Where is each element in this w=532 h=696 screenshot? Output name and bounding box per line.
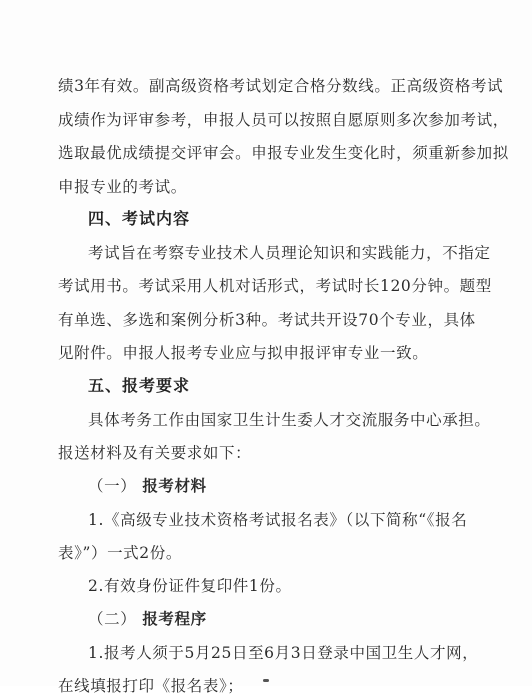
text-line: 考试旨在考察专业技术人员理论知识和实践能力，不指定: [88, 244, 491, 262]
text-line: 2.有效身份证件复印件1份。: [88, 577, 292, 595]
text-line: 绩3年有效。副高级资格考试划定合格分数线。正高级资格考试: [58, 77, 504, 95]
subsection-title: 报考材料: [142, 477, 207, 495]
subsection-number: （二）: [88, 610, 137, 628]
text-line: 在线填报打印《报名表》；: [58, 677, 244, 695]
text-line: 见附件。申报人报考专业应与拟申报评审专业一致。: [58, 344, 429, 362]
text-line: 具体考务工作由国家卫生计生委人才交流服务中心承担。: [88, 411, 491, 429]
text-line: 申报专业的考试。: [58, 178, 187, 196]
section-heading: 四、考试内容: [88, 209, 191, 228]
text-line: 选取最优成绩提交评审会。申报专业发生变化时，须重新参加拟: [58, 144, 509, 162]
subsection-heading: [88, 476, 207, 496]
text-line: 考试用书。考试采用人机对话形式，考试时长120分钟。题型: [58, 277, 492, 295]
text-line: 1.报考人须于5月25日至6月3日登录中国卫生人才网，: [88, 644, 479, 662]
text-line: 成绩作为评审参考，申报人员可以按照自愿原则多次参加考试，: [58, 111, 509, 129]
text-line: 有单选、多选和案例分析3种。考试共开设70个专业，具体: [58, 311, 476, 329]
text-line: 表》”）一式2份。: [58, 544, 182, 562]
subsection-number: （一）: [88, 477, 137, 495]
subsection-heading: [88, 609, 207, 629]
text-line: 1.《高级专业技术资格考试报名表》（以下简称“《报名: [88, 511, 468, 529]
text-line: 报送材料及有关要求如下：: [58, 444, 252, 462]
section-heading: 五、报考要求: [88, 376, 191, 395]
page-mark: [263, 679, 269, 682]
subsection-title: 报考程序: [142, 610, 207, 628]
